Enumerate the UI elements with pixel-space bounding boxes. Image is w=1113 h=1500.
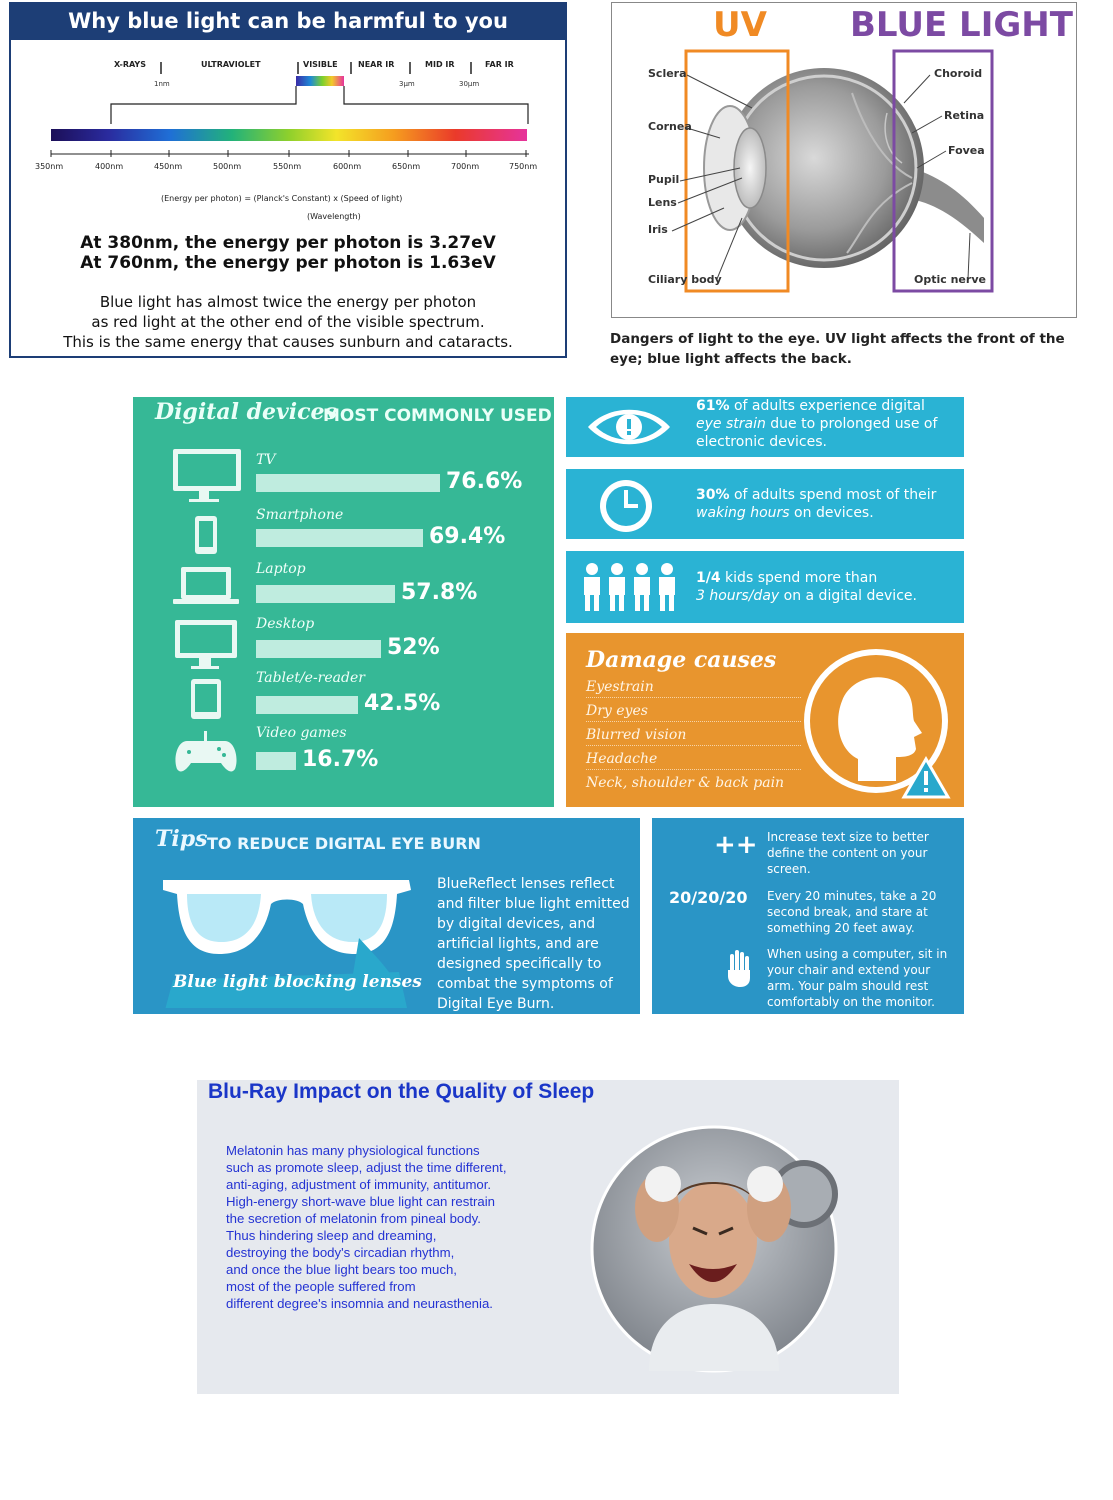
sleep-line-5: the secretion of melatonin from pineal body. (226, 1211, 481, 1226)
device-bar-desktop (256, 640, 381, 658)
eye-diagram-panel (611, 2, 1077, 318)
eye-part-cornea: Cornea (648, 120, 692, 133)
stressed-woman-photo (589, 1124, 839, 1374)
stat-post-3: on a digital device. (779, 588, 917, 604)
eye-part-ciliary-body: Ciliary body (648, 273, 722, 286)
tips-title-rest: TO REDUCE DIGITAL EYE BURN (207, 834, 481, 853)
band-visible: VISIBLE (303, 60, 338, 69)
stat-text-3 (696, 569, 917, 605)
eye-part-iris: Iris (648, 223, 668, 236)
stat-highlight-1: 61% (696, 398, 730, 414)
spectrum-diagram (11, 4, 565, 184)
band-uv: ULTRAVIOLET (201, 60, 261, 69)
device-bar-tv (256, 474, 440, 492)
stat-text-1 (696, 397, 964, 451)
tick-450: 450nm (154, 162, 183, 171)
tick-350: 350nm (35, 162, 64, 171)
damage-title: Damage causes (586, 647, 777, 673)
blue-paragraph-line-3: This is the same energy that causes sunburn and cataracts. (63, 333, 513, 351)
tick-500: 500nm (213, 162, 242, 171)
sleep-line-10: different degree's insomnia and neurasthenia. (226, 1296, 493, 1311)
device-name-desktop: Desktop (256, 616, 315, 632)
device-name-video-games: Video games (256, 725, 347, 741)
band-xrays-sub: 1nm (154, 80, 170, 88)
palm-hand-icon (724, 948, 754, 988)
tick-750: 750nm (509, 162, 538, 171)
sleep-panel (197, 1080, 899, 1394)
blue-paragraph-line-1: Blue light has almost twice the energy per photon (99, 293, 477, 311)
tips-panel (133, 818, 640, 1014)
device-name-tv: TV (256, 452, 276, 468)
eye-part-choroid: Choroid (934, 67, 983, 80)
blue-light-label: BLUE LIGHT (850, 5, 1073, 45)
uv-label: UV (713, 5, 767, 45)
eye-part-sclera: Sclera (648, 67, 687, 80)
devices-panel (133, 397, 554, 807)
band-mid-ir: MID IR (425, 60, 455, 69)
energy-line-380: At 380nm, the energy per photon is 3.27eV (80, 233, 496, 253)
eye-part-lens: Lens (648, 196, 677, 209)
stat-kids (566, 551, 964, 623)
damage-item-dry-eyes: Dry eyes (586, 703, 801, 722)
energy-line-760: At 760nm, the energy per photon is 1.63eV (80, 253, 496, 273)
stat-waking-hours (566, 469, 964, 539)
kids-icon (580, 561, 680, 615)
sleep-title: Blu-Ray Impact on the Quality of Sleep (208, 1080, 595, 1103)
sleep-line-8: and once the blue light bears too much, (226, 1262, 457, 1277)
devices-title-main: Digital devices (155, 399, 337, 425)
tick-400: 400nm (95, 162, 124, 171)
eye-part-fovea: Fovea (948, 144, 985, 157)
tick-600: 600nm (333, 162, 362, 171)
stat-em-2: waking hours (696, 505, 790, 521)
stat-post-1: due to prolonged use of electronic devices. (696, 416, 938, 450)
clock-icon (598, 478, 654, 534)
device-pct-tv: 76.6% (446, 469, 523, 494)
device-pct-smartphone: 69.4% (429, 524, 506, 549)
sleep-line-7: destroying the body's circadian rhythm, (226, 1245, 455, 1260)
sleep-line-9: most of the people suffered from (226, 1279, 416, 1294)
band-mid-ir-sub: 30μm (459, 80, 480, 88)
sleep-line-4: High-energy short-wave blue light can restrain (226, 1194, 496, 1209)
sleep-line-1: Melatonin has many physiological functions (226, 1143, 480, 1158)
damage-item-eyestrain: Eyestrain (586, 679, 801, 698)
spectrum-title: Why blue light can be harmful to you (11, 4, 565, 40)
device-pct-video-games: 16.7% (302, 747, 379, 772)
device-bar-smartphone (256, 529, 423, 547)
sleep-line-6: Thus hindering sleep and dreaming, (226, 1228, 437, 1243)
stat-highlight-3: 1/4 (696, 570, 721, 586)
stat-em-1: eye strain (696, 416, 766, 432)
band-near-ir: NEAR IR (358, 60, 395, 69)
device-bar-tablet (256, 696, 358, 714)
sleep-line-2: such as promote sleep, adjust the time different, (226, 1160, 507, 1175)
head-silhouette-icon (796, 641, 966, 807)
tips-text: BlueReflect lenses reflect and filter blue light emitted by digital devices, and artificial lights, and are designed specifically to combat the symptoms of Digital Eye Burn. (437, 876, 630, 1012)
formula-numerator: (Energy per photon) = (Planck's Constant) x (Speed of light) (161, 194, 403, 203)
device-name-smartphone: Smartphone (256, 507, 344, 523)
band-far-ir: FAR IR (485, 60, 514, 69)
stat-eye-strain (566, 397, 964, 457)
band-xrays: X-RAYS (114, 60, 146, 69)
stat-em-3: 3 hours/day (696, 588, 780, 604)
eye-caption: Dangers of light to the eye. UV light affects the front of the eye; blue light affects the back. (610, 331, 1065, 367)
eye-part-retina: Retina (944, 109, 985, 122)
tips-title-main: Tips (155, 826, 208, 852)
sleep-line-3: anti-aging, adjustment of immunity, antitumor. (226, 1177, 492, 1192)
formula-denominator: (Wavelength) (307, 212, 361, 221)
stat-highlight-2: 30% (696, 487, 730, 503)
device-pct-tablet: 42.5% (364, 691, 441, 716)
device-pct-desktop: 52% (387, 635, 440, 660)
tick-650: 650nm (392, 162, 421, 171)
stat-text-2 (696, 486, 936, 522)
advice-key-20-20-20: 20/20/20 (669, 888, 748, 907)
stat-pre-3: kids spend more than (720, 570, 878, 586)
damage-item-blurred-vision: Blurred vision (586, 727, 801, 746)
stat-post-2: on devices. (789, 505, 874, 521)
eye-illustration (612, 3, 1076, 317)
band-near-ir-sub: 3μm (399, 80, 415, 88)
advice-key-plus: ++ (714, 830, 758, 860)
advice-text-3: When using a computer, sit in your chair and extend your arm. Your palm should rest comfortably on the monitor. (767, 947, 948, 1009)
damage-item-neck-pain: Neck, shoulder & back pain (586, 775, 785, 791)
device-name-tablet: Tablet/e-reader (256, 670, 365, 686)
damage-causes-panel (566, 633, 964, 807)
tick-550: 550nm (273, 162, 302, 171)
eye-part-optic-nerve: Optic nerve (914, 273, 986, 286)
damage-item-headache: Headache (586, 751, 801, 770)
eye-alert-icon (584, 402, 674, 452)
spectrum-panel (9, 2, 567, 358)
advice-text-1: Increase text size to better define the content on your screen. (767, 830, 929, 876)
stat-pre-1: of adults experience digital (729, 398, 925, 414)
device-icons (169, 447, 249, 787)
device-bar-video-games (256, 752, 296, 770)
blue-paragraph-line-2: as red light at the other end of the visible spectrum. (91, 313, 485, 331)
devices-title-rest: MOST COMMONLY USED (323, 406, 552, 426)
advice-text-2: Every 20 minutes, take a 20 second break, and stare at something 20 feet away. (767, 889, 937, 935)
device-bar-laptop (256, 585, 395, 603)
gamepad-icon (175, 741, 236, 771)
device-pct-laptop: 57.8% (401, 580, 478, 605)
device-name-laptop: Laptop (256, 561, 306, 577)
advice-panel (652, 818, 964, 1014)
tick-700: 700nm (451, 162, 480, 171)
stat-pre-2: of adults spend most of their (729, 487, 937, 503)
eye-part-pupil: Pupil (648, 173, 680, 186)
lens-label: Blue light blocking lenses (173, 972, 422, 992)
